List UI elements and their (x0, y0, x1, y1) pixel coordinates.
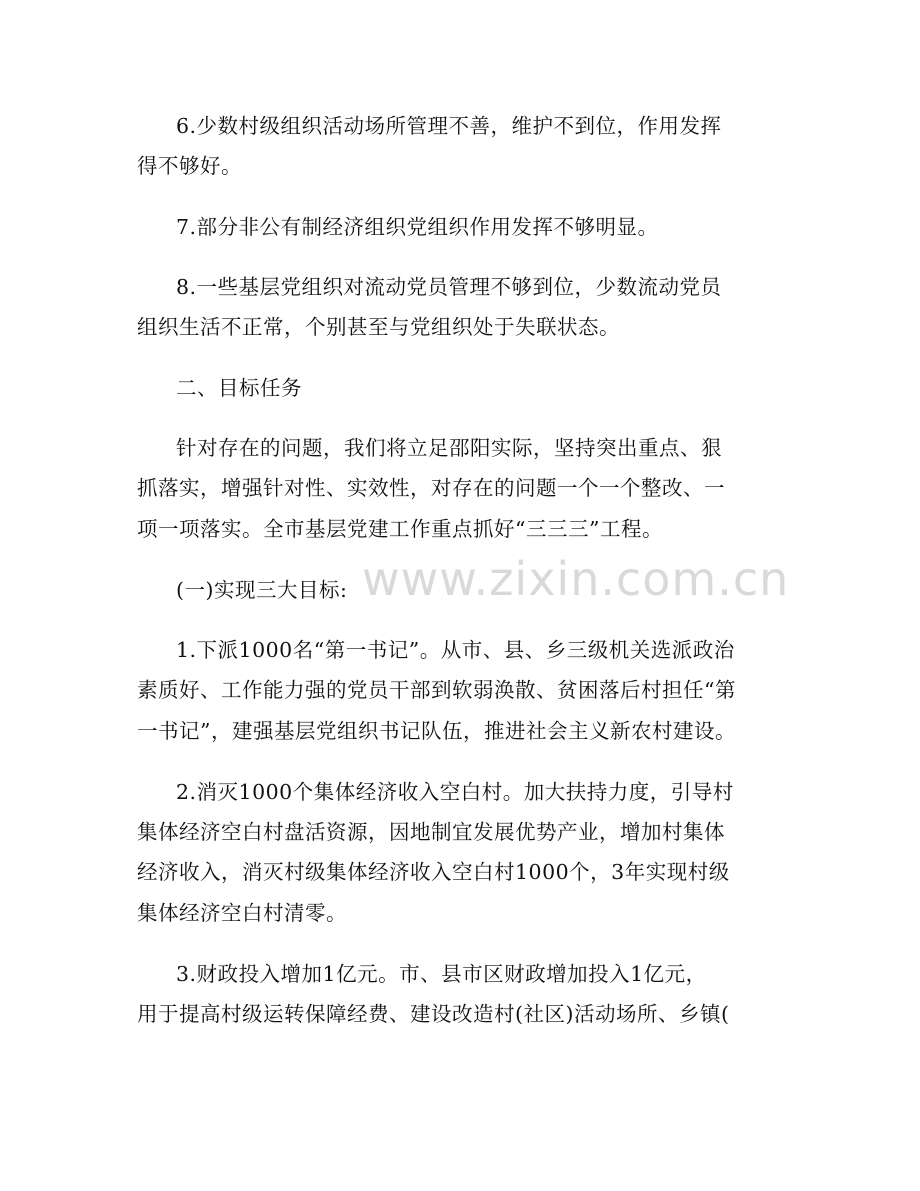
item-1-line-2: 素质好、工作能力强的党员干部到软弱涣散、贫困落后村担任“第 (137, 678, 736, 702)
item-1-line-1: 1.下派1000名“第一书记”。从市、县、乡三级机关选派政治 (176, 638, 735, 662)
item-3-line-1: 3.财政投入增加1亿元。市、县市区财政增加投入1亿元， (176, 962, 707, 986)
item-2-line-4: 集体经济空白村清零。 (137, 901, 347, 925)
item-2-line-2: 集体经济空白村盘活资源，因地制宜发展优势产业，增加村集体 (137, 820, 725, 844)
paragraph-8-line-2: 组织生活不正常，个别甚至与党组织处于失联状态。 (137, 315, 620, 339)
paragraph-6-line-2: 得不够好。 (137, 154, 242, 178)
item-2-line-3: 经济收入，消灭村级集体经济收入空白村1000个，3年实现村级 (137, 860, 730, 884)
item-2-line-1: 2.消灭1000个集体经济收入空白村。加大扶持力度，引导村 (176, 780, 734, 804)
item-1-line-3: 一书记”，建强基层党组织书记队伍，推进社会主义新农村建设。 (137, 719, 736, 743)
item-3-line-2: 用于提高村级运转保障经费、建设改造村(社区)活动场所、乡镇( (137, 1002, 730, 1026)
intro-paragraph-line-3: 项一项落实。全市基层党建工作重点抓好“三三三”工程。 (137, 517, 663, 541)
paragraph-8-line-1: 8.一些基层党组织对流动党员管理不够到位，少数流动党员 (176, 275, 722, 299)
subheading-three-goals: (一)实现三大目标: (176, 578, 348, 602)
intro-paragraph-line-1: 针对存在的问题，我们将立足邵阳实际，坚持突出重点、狠 (176, 436, 722, 460)
intro-paragraph-line-2: 抓落实，增强针对性、实效性，对存在的问题一个一个整改、一 (137, 476, 725, 500)
watermark: www.zixin.com.cn (362, 552, 790, 606)
section-heading: 二、目标任务 (176, 376, 302, 400)
paragraph-7-line-1: 7.部分非公有制经济组织党组织作用发挥不够明显。 (176, 215, 659, 239)
paragraph-6-line-1: 6.少数村级组织活动场所管理不善，维护不到位，作用发挥 (176, 114, 722, 138)
